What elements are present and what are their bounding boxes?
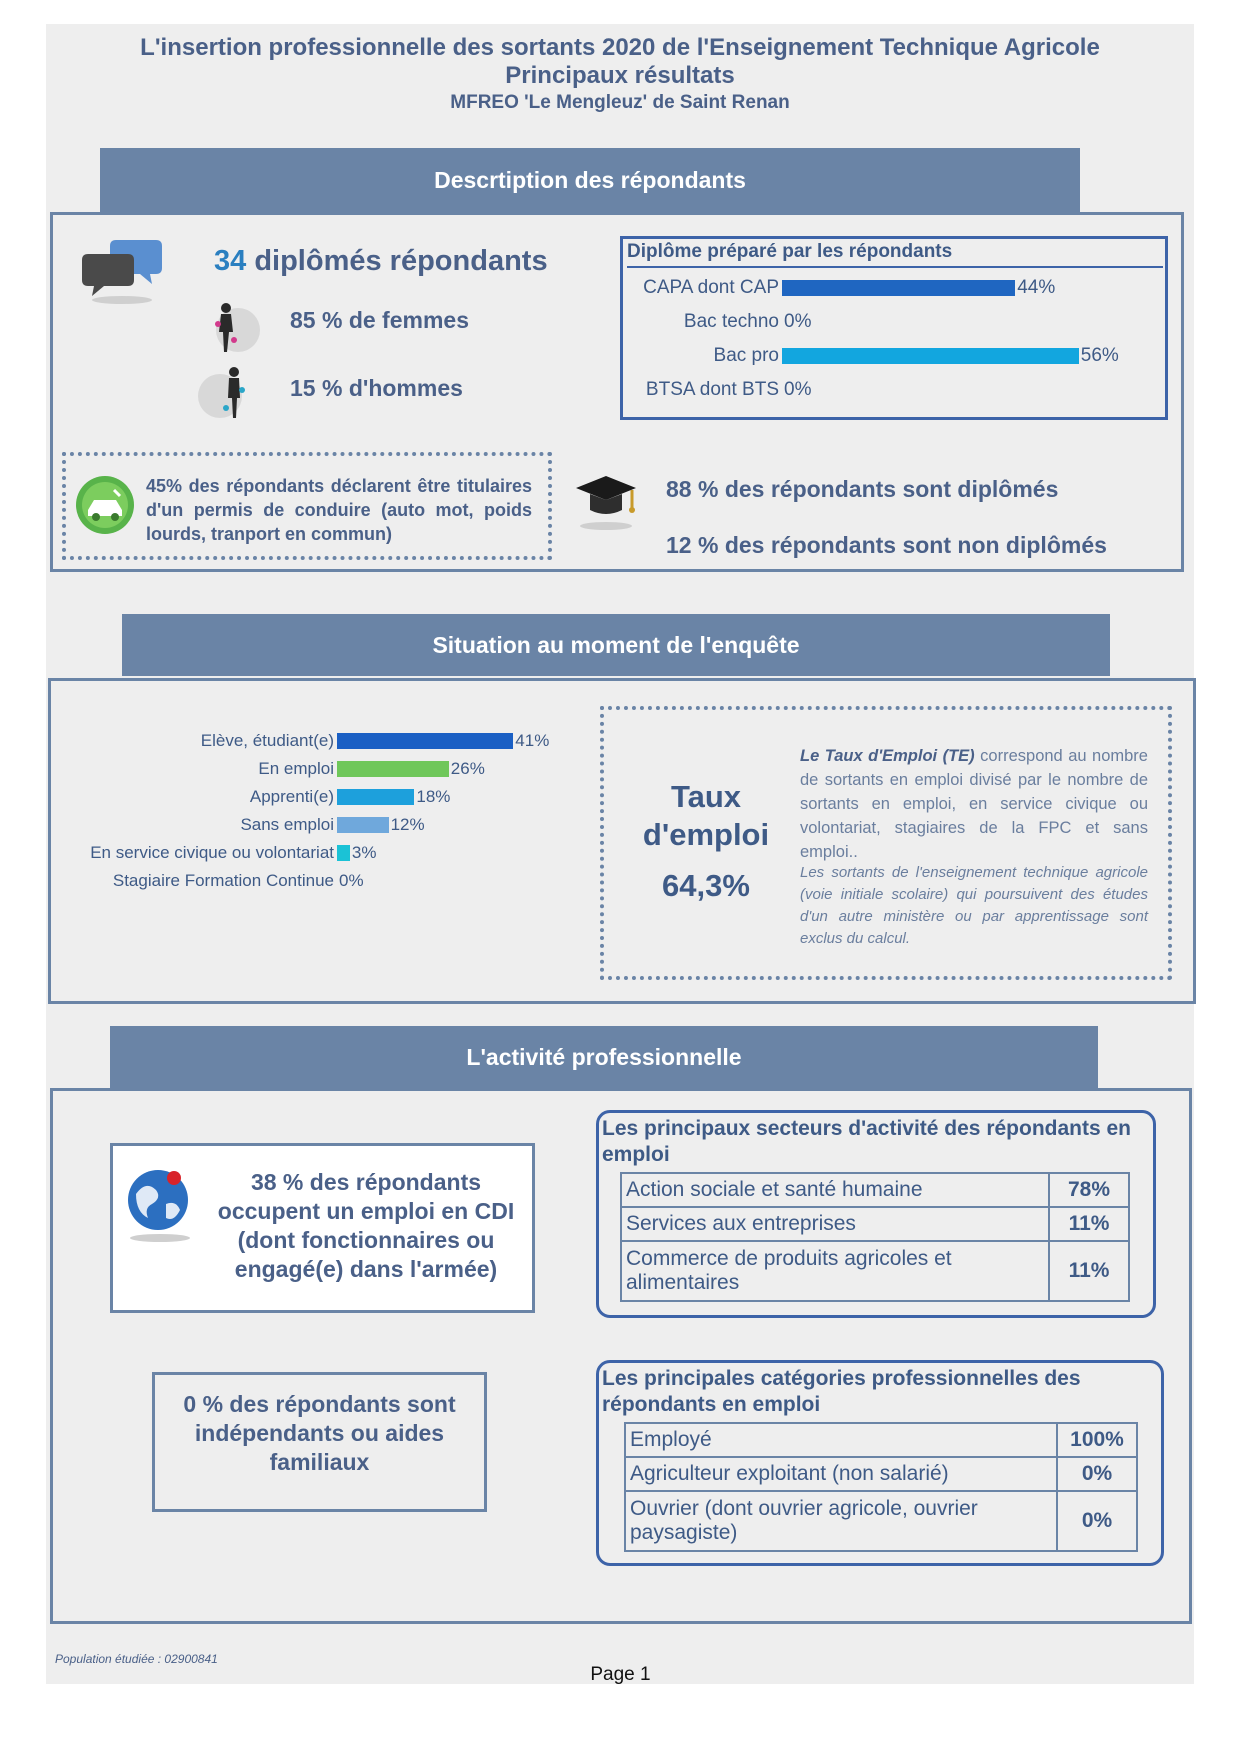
cdi-text: 38 % des répondants occupent un emploi en CDI (dont fonctionnaires ou engagé(e) dans l'armée): [217, 1169, 515, 1282]
diploma-row-label: Bac techno: [683, 311, 779, 332]
diploma-row-bar: [782, 280, 1015, 296]
employment-rate-title: [630, 778, 782, 854]
diploma-row: [623, 379, 811, 401]
car-charging-icon: [74, 474, 136, 536]
page-number: Page 1: [590, 1664, 651, 1685]
situation-row-value: 41%: [515, 731, 550, 750]
woman-icon: [204, 300, 264, 356]
globe-icon: [122, 1164, 198, 1244]
employment-rate-definition-text: correspond au nombre de sortants en emploi divisé par le nombre de sortants en emploi, en service civique ou volontariat, stagiaires de la FPC et sans emploi..: [800, 747, 1148, 861]
table-row: [621, 1207, 1129, 1241]
diploma-row: [623, 277, 1055, 299]
respondents-label: diplômés répondants: [246, 245, 548, 277]
diploma-row: [623, 311, 811, 333]
report-title: L'insertion professionnelle des sortants 2020 de l'Enseignement Technique Agricole: [140, 34, 1100, 61]
graduation-cap-icon: [572, 468, 640, 532]
situation-row-label: Sans emploi: [240, 815, 334, 834]
situation-row: [58, 814, 425, 836]
situation-row-value: 18%: [416, 787, 451, 806]
situation-row-bar: [337, 845, 350, 861]
situation-row-bar: [337, 761, 449, 777]
situation-row: [58, 786, 450, 808]
men-percentage: 15 % d'hommes: [290, 375, 463, 401]
category-label: Ouvrier (dont ouvrier agricole, ouvrier paysagiste): [625, 1491, 1057, 1551]
situation-row-label: Stagiaire Formation Continue: [112, 871, 334, 890]
population-code: Population étudiée : 02900841: [55, 1652, 218, 1666]
diploma-row-label: CAPA dont CAP: [643, 277, 779, 298]
diploma-row: [623, 345, 1119, 367]
situation-row: [58, 758, 485, 780]
situation-row-label: En service civique ou volontariat: [90, 843, 334, 862]
section-banner-activity: L'activité professionnelle: [110, 1026, 1098, 1088]
sector-value: 11%: [1049, 1241, 1129, 1301]
diploma-row-value: 44%: [1017, 277, 1056, 298]
women-percentage: 85 % de femmes: [290, 307, 469, 333]
graduated-percentage: 88 % des répondants sont diplômés: [666, 476, 1059, 502]
table-row: [621, 1241, 1129, 1301]
license-text: 45% des répondants déclarent être titulaires d'un permis de conduire (auto mot, poids lourds, tranport en commun): [146, 476, 532, 544]
diploma-chart: [620, 236, 1168, 420]
categories-table: [624, 1422, 1138, 1552]
sector-label: Action sociale et santé humaine: [621, 1173, 1049, 1207]
diploma-row-label: Bac pro: [713, 345, 779, 366]
speech-bubbles-icon: [82, 234, 162, 306]
section-banner-description: Descrtiption des répondants: [100, 148, 1080, 212]
sector-value: 78%: [1049, 1173, 1129, 1207]
respondents-number: 34: [214, 245, 247, 277]
not-graduated-percentage: 12 % des répondants sont non diplômés: [666, 532, 1107, 558]
situation-row-value: 26%: [450, 759, 485, 778]
table-row: [625, 1457, 1137, 1491]
situation-row: [58, 730, 549, 752]
category-value: 0%: [1057, 1491, 1137, 1551]
situation-row-bar: [337, 817, 389, 833]
sector-value: 11%: [1049, 1207, 1129, 1241]
diploma-row-label: BTSA dont BTS: [645, 379, 779, 400]
situation-row-value: 12%: [390, 815, 425, 834]
sector-label: Commerce de produits agricoles et alimentaires: [621, 1241, 1049, 1301]
employment-rate-definition: [800, 744, 1148, 864]
diploma-row-value: 0%: [784, 379, 812, 400]
table-row: [625, 1423, 1137, 1457]
diploma-row-value: 56%: [1080, 345, 1119, 366]
situation-row-label: Elève, étudiant(e): [200, 731, 334, 750]
situation-row: [58, 842, 376, 864]
situation-row-label: Apprenti(e): [249, 787, 334, 806]
situation-chart: [58, 730, 578, 910]
section-banner-situation: Situation au moment de l'enquête: [122, 614, 1110, 676]
establishment-name: MFREO 'Le Mengleuz' de Saint Renan: [450, 92, 790, 113]
respondents-count: [214, 245, 548, 278]
situation-row: [58, 870, 364, 892]
situation-row-bar: [337, 733, 513, 749]
category-value: 0%: [1057, 1457, 1137, 1491]
category-label: Employé: [625, 1423, 1057, 1457]
table-row: [621, 1173, 1129, 1207]
sectors-title: Les principaux secteurs d'activité des répondants en emploi: [602, 1117, 1131, 1166]
category-label: Agriculteur exploitant (non salarié): [625, 1457, 1057, 1491]
employment-rate-value: 64,3%: [662, 868, 750, 903]
category-value: 100%: [1057, 1423, 1137, 1457]
employment-rate-term: Le Taux d'Emploi (TE): [800, 747, 975, 765]
diploma-chart-title: Diplôme préparé par les répondants: [627, 241, 1163, 268]
situation-row-value: 0%: [339, 871, 364, 890]
categories-title: Les principales catégories professionnelles des répondants en emploi: [602, 1367, 1081, 1416]
sectors-table: [620, 1172, 1130, 1302]
man-icon: [196, 364, 260, 422]
sector-label: Services aux entreprises: [621, 1207, 1049, 1241]
situation-row-label: En emploi: [258, 759, 334, 778]
employment-rate-title-line1: Taux: [670, 779, 742, 814]
diploma-row-value: 0%: [784, 311, 812, 332]
table-row: [625, 1491, 1137, 1551]
employment-rate-title-line2: d'emploi: [642, 817, 770, 852]
report-subtitle: Principaux résultats: [505, 62, 735, 89]
diploma-row-bar: [782, 348, 1079, 364]
employment-rate-note: Les sortants de l'enseignement technique agricole (voie initiale scolaire) qui poursuivent des études d'un autre ministère ou par apprentissage sont exclus du calcul.: [800, 864, 1148, 947]
situation-row-bar: [337, 789, 414, 805]
situation-row-value: 3%: [351, 843, 377, 862]
independent-text: 0 % des répondants sont indépendants ou aides familiaux: [183, 1391, 456, 1475]
